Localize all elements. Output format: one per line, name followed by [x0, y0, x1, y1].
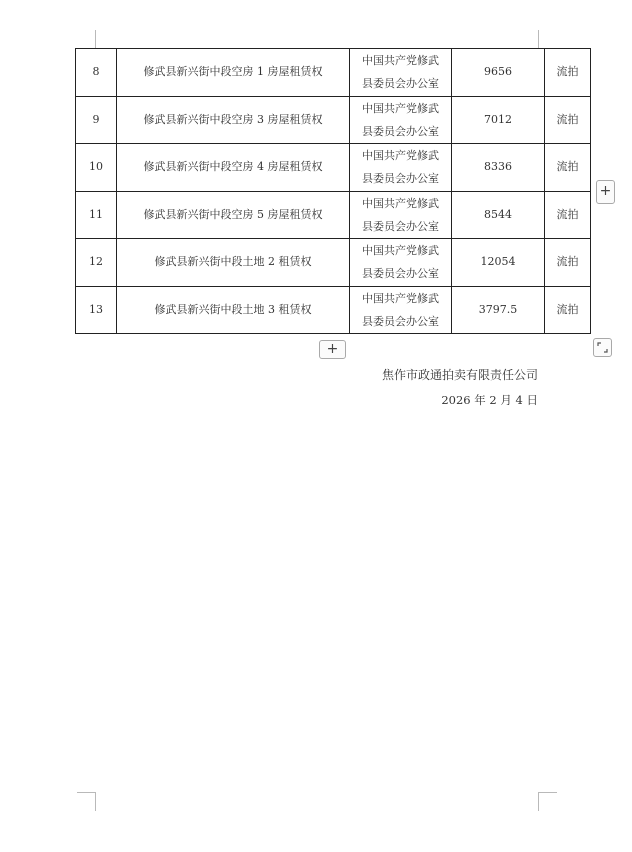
add-row-button[interactable]: [319, 340, 346, 359]
page-corner-mark-bottom-left: [77, 792, 96, 811]
auction-results-table: [75, 48, 591, 334]
cell-number[interactable]: 12: [76, 239, 117, 287]
seller-line-1: 中国共产党修武: [362, 54, 439, 68]
seller-line-2: 县委员会办公室: [362, 314, 439, 328]
cell-seller[interactable]: [350, 286, 452, 334]
table-resize-icon: [597, 342, 608, 353]
table-resize-handle[interactable]: [593, 338, 612, 357]
cell-result[interactable]: 流拍: [545, 96, 591, 144]
cell-seller[interactable]: [350, 96, 452, 144]
table-row: [76, 144, 591, 192]
seller-line-2: 县委员会办公室: [362, 172, 439, 186]
plus-icon: +: [599, 183, 612, 199]
cell-price[interactable]: 3797.5: [452, 286, 545, 334]
cell-number[interactable]: 9: [76, 96, 117, 144]
table-row: [76, 96, 591, 144]
cell-number[interactable]: 10: [76, 144, 117, 192]
cell-number[interactable]: 11: [76, 191, 117, 239]
cell-price[interactable]: 8336: [452, 144, 545, 192]
cell-price[interactable]: 8544: [452, 191, 545, 239]
seller-line-2: 县委员会办公室: [362, 219, 439, 233]
seller-line-2: 县委员会办公室: [362, 77, 439, 91]
page-corner-mark-bottom-right: [538, 792, 557, 811]
cell-item-name[interactable]: 修武县新兴街中段土地 3 租赁权: [117, 286, 350, 334]
cell-number[interactable]: 8: [76, 49, 117, 97]
cell-item-name[interactable]: 修武县新兴街中段空房 3 房屋租赁权: [117, 96, 350, 144]
cell-seller[interactable]: [350, 49, 452, 97]
auction-results-table-body: [76, 49, 591, 334]
table-row: [76, 49, 591, 97]
cell-result[interactable]: 流拍: [545, 239, 591, 287]
cell-price[interactable]: 9656: [452, 49, 545, 97]
company-name: 焦作市政通拍卖有限责任公司: [381, 368, 538, 382]
cell-item-name[interactable]: 修武县新兴街中段空房 4 房屋租赁权: [117, 144, 350, 192]
seller-line-2: 县委员会办公室: [362, 124, 439, 138]
cell-number[interactable]: 13: [76, 286, 117, 334]
cell-price[interactable]: 12054: [452, 239, 545, 287]
seller-line-1: 中国共产党修武: [362, 196, 439, 210]
seller-line-1: 中国共产党修武: [362, 244, 439, 258]
cell-item-name[interactable]: 修武县新兴街中段土地 2 租赁权: [117, 239, 350, 287]
add-column-button[interactable]: [596, 180, 615, 204]
cell-result[interactable]: 流拍: [545, 49, 591, 97]
seller-line-1: 中国共产党修武: [362, 149, 439, 163]
cell-result[interactable]: 流拍: [545, 191, 591, 239]
cell-result[interactable]: 流拍: [545, 144, 591, 192]
plus-icon: +: [326, 341, 339, 357]
table-row: [76, 239, 591, 287]
seller-line-1: 中国共产党修武: [362, 101, 439, 115]
cell-item-name[interactable]: 修武县新兴街中段空房 5 房屋租赁权: [117, 191, 350, 239]
seller-line-2: 县委员会办公室: [362, 267, 439, 281]
cell-item-name[interactable]: 修武县新兴街中段空房 1 房屋租赁权: [117, 49, 350, 97]
cell-seller[interactable]: [350, 191, 452, 239]
page-corner-mark-top-right: [538, 30, 539, 48]
page-corner-mark-top-left: [95, 30, 96, 48]
cell-result[interactable]: 流拍: [545, 286, 591, 334]
cell-price[interactable]: 7012: [452, 96, 545, 144]
table-row: [76, 286, 591, 334]
cell-seller[interactable]: [350, 239, 452, 287]
document-date: 2026 年 2 月 4 日: [441, 393, 538, 407]
seller-line-1: 中国共产党修武: [362, 291, 439, 305]
cell-seller[interactable]: [350, 144, 452, 192]
table-row: [76, 191, 591, 239]
